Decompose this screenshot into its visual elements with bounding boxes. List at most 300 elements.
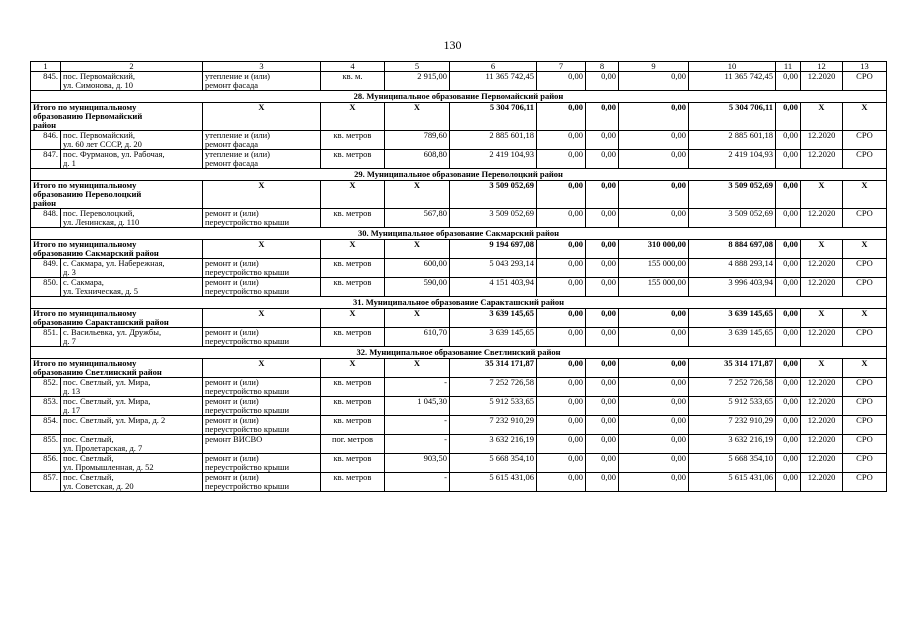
address-cell [61, 72, 203, 91]
work-type-cell-line: ремонт и (или) [205, 415, 259, 425]
deadline-cell: 12.2020 [801, 416, 843, 435]
unit-cell: кв. метров [321, 328, 385, 347]
address-cell-line: д. 3 [63, 267, 76, 277]
x-cell: X [801, 359, 843, 378]
value-cell: 5 615 431,06 [689, 473, 776, 492]
area-cell: 1 045,30 [385, 397, 450, 416]
work-type-cell-line: переустройство крыши [205, 336, 290, 346]
total-cost: 5 668 354,10 [450, 454, 537, 473]
value-cell: 0,00 [537, 259, 586, 278]
work-type-cell [203, 397, 321, 416]
total-cost: 3 509 052,69 [450, 181, 537, 209]
address-cell-line: пос. Светлый, [63, 434, 114, 444]
total-label-line: образованию Первомайский [33, 111, 143, 121]
value-cell: 155 000,00 [619, 278, 689, 297]
address-cell-line: пос. Фурманов, ул. Рабочая, [63, 149, 165, 159]
area-cell: 608,80 [385, 150, 450, 169]
x-cell: X [843, 309, 887, 328]
total-cost: 4 151 403,94 [450, 278, 537, 297]
value-cell: 0,00 [586, 309, 619, 328]
unit-cell: кв. м. [321, 72, 385, 91]
deadline-cell: 12.2020 [801, 278, 843, 297]
method-cell: СРО [843, 454, 887, 473]
address-cell-line: ул. Ленинская, д. 110 [63, 217, 140, 227]
method-cell: СРО [843, 378, 887, 397]
total-cost: 2 419 104,93 [450, 150, 537, 169]
address-cell-line: ул. Техническая, д. 5 [63, 286, 139, 296]
value-cell: 5 304 706,11 [689, 103, 776, 131]
deadline-cell: 12.2020 [801, 328, 843, 347]
value-cell: 0,00 [619, 416, 689, 435]
work-type-cell-line: переустройство крыши [205, 286, 290, 296]
value-cell: 0,00 [537, 72, 586, 91]
area-cell: 600,00 [385, 259, 450, 278]
value-cell: 0,00 [776, 181, 801, 209]
total-label [31, 309, 203, 328]
address-cell-line: пос. Светлый, [63, 472, 114, 482]
column-header: 3 [203, 62, 321, 72]
value-cell: 0,00 [619, 131, 689, 150]
section-title-row [31, 347, 887, 359]
table-row [31, 328, 887, 347]
work-type-cell-line: ремонт и (или) [205, 277, 259, 287]
value-cell: 0,00 [586, 378, 619, 397]
address-cell [61, 278, 203, 297]
value-cell: 2 419 104,93 [689, 150, 776, 169]
method-cell: СРО [843, 397, 887, 416]
column-header: 10 [689, 62, 776, 72]
value-cell: 0,00 [586, 103, 619, 131]
work-type-cell-line: ремонт ВИСВО [205, 434, 263, 444]
area-cell: 789,60 [385, 131, 450, 150]
address-cell-line: ул. Советская, д. 20 [63, 481, 134, 491]
x-cell: X [321, 240, 385, 259]
address-cell [61, 397, 203, 416]
x-cell: X [385, 240, 450, 259]
address-cell-line: д. 13 [63, 386, 81, 396]
x-cell: X [843, 240, 887, 259]
address-cell-line: ул. Промышленная, д. 52 [63, 462, 154, 472]
total-label [31, 240, 203, 259]
table-row [31, 278, 887, 297]
value-cell: 3 639 145,65 [689, 309, 776, 328]
value-cell: 0,00 [586, 181, 619, 209]
total-label-line: Итого по муниципальному [33, 102, 137, 112]
total-label-line: Итого по муниципальному [33, 308, 137, 318]
total-label-line: образованию Светлинский район [33, 367, 162, 377]
unit-cell: кв. метров [321, 131, 385, 150]
total-cost: 7 252 726,58 [450, 378, 537, 397]
unit-cell: кв. метров [321, 397, 385, 416]
deadline-cell: 12.2020 [801, 72, 843, 91]
row-number: 856. [31, 454, 61, 473]
address-cell [61, 209, 203, 228]
address-cell [61, 328, 203, 347]
unit-cell: кв. метров [321, 278, 385, 297]
value-cell: 0,00 [776, 131, 801, 150]
value-cell: 0,00 [776, 278, 801, 297]
unit-cell: пог. метров [321, 435, 385, 454]
deadline-cell: 12.2020 [801, 131, 843, 150]
deadline-cell: 12.2020 [801, 150, 843, 169]
value-cell: 0,00 [537, 359, 586, 378]
work-type-cell-line: ремонт и (или) [205, 327, 259, 337]
address-cell-line: пос. Первомайский, [63, 130, 136, 140]
value-cell: 0,00 [619, 378, 689, 397]
total-row [31, 309, 887, 328]
value-cell: 0,00 [776, 397, 801, 416]
value-cell: 8 884 697,08 [689, 240, 776, 259]
x-cell: X [203, 309, 321, 328]
value-cell: 0,00 [586, 397, 619, 416]
row-number: 855. [31, 435, 61, 454]
address-cell [61, 416, 203, 435]
x-cell: X [203, 240, 321, 259]
address-cell-line: д. 1 [63, 158, 76, 168]
table-row [31, 150, 887, 169]
area-cell: 2 915,00 [385, 72, 450, 91]
method-cell: СРО [843, 259, 887, 278]
total-label [31, 181, 203, 209]
table-row [31, 473, 887, 492]
total-cost: 3 509 052,69 [450, 209, 537, 228]
method-cell: СРО [843, 416, 887, 435]
row-number: 857. [31, 473, 61, 492]
value-cell: 0,00 [586, 473, 619, 492]
deadline-cell: 12.2020 [801, 397, 843, 416]
work-type-cell [203, 150, 321, 169]
total-label-line: образованию Переволоцкий [33, 189, 142, 199]
address-cell [61, 435, 203, 454]
value-cell: 155 000,00 [619, 259, 689, 278]
total-cost: 9 194 697,08 [450, 240, 537, 259]
method-cell: СРО [843, 435, 887, 454]
x-cell: X [385, 103, 450, 131]
column-header: 12 [801, 62, 843, 72]
unit-cell: кв. метров [321, 473, 385, 492]
total-cost: 5 304 706,11 [450, 103, 537, 131]
work-type-cell-line: ремонт фасада [205, 80, 259, 90]
table-row [31, 416, 887, 435]
column-header: 1 [31, 62, 61, 72]
work-type-cell-line: переустройство крыши [205, 217, 290, 227]
x-cell: X [843, 359, 887, 378]
address-cell-line: д. 17 [63, 405, 81, 415]
value-cell: 0,00 [776, 454, 801, 473]
address-cell-line: пос. Первомайский, [63, 71, 136, 81]
value-cell: 0,00 [586, 240, 619, 259]
section-title: 30. Муниципальное образование Сакмарский район [31, 228, 887, 240]
value-cell: 0,00 [776, 309, 801, 328]
method-cell: СРО [843, 209, 887, 228]
unit-cell: кв. метров [321, 209, 385, 228]
total-cost: 11 365 742,45 [450, 72, 537, 91]
value-cell: 0,00 [537, 150, 586, 169]
total-cost: 5 615 431,06 [450, 473, 537, 492]
work-type-cell [203, 259, 321, 278]
work-type-cell-line: переустройство крыши [205, 386, 290, 396]
x-cell: X [801, 103, 843, 131]
value-cell: 0,00 [586, 435, 619, 454]
address-cell-line: ул. Пролетарская, д. 7 [63, 443, 143, 453]
area-cell: - [385, 435, 450, 454]
total-cost: 5 912 533,65 [450, 397, 537, 416]
value-cell: 2 885 601,18 [689, 131, 776, 150]
value-cell: 35 314 171,87 [689, 359, 776, 378]
value-cell: 0,00 [619, 72, 689, 91]
value-cell: 0,00 [619, 150, 689, 169]
work-type-cell [203, 473, 321, 492]
value-cell: 5 912 533,65 [689, 397, 776, 416]
value-cell: 7 232 910,29 [689, 416, 776, 435]
value-cell: 0,00 [619, 309, 689, 328]
address-cell [61, 378, 203, 397]
table-row [31, 435, 887, 454]
value-cell: 0,00 [586, 72, 619, 91]
work-type-cell-line: переустройство крыши [205, 424, 290, 434]
total-row [31, 181, 887, 209]
unit-cell: кв. метров [321, 416, 385, 435]
value-cell: 0,00 [586, 259, 619, 278]
row-number: 849. [31, 259, 61, 278]
work-type-cell [203, 72, 321, 91]
work-type-cell [203, 416, 321, 435]
page-number: 130 [443, 38, 462, 52]
row-number: 847. [31, 150, 61, 169]
table-row [31, 378, 887, 397]
x-cell: X [385, 181, 450, 209]
deadline-cell: 12.2020 [801, 209, 843, 228]
value-cell: 0,00 [619, 435, 689, 454]
address-cell-line: пос. Светлый, ул. Мира, [63, 396, 151, 406]
total-cost: 35 314 171,87 [450, 359, 537, 378]
value-cell: 7 252 726,58 [689, 378, 776, 397]
row-number: 850. [31, 278, 61, 297]
section-title: 29. Муниципальное образование Переволоцкий район [31, 169, 887, 181]
area-cell: 590,00 [385, 278, 450, 297]
value-cell: 0,00 [537, 103, 586, 131]
deadline-cell: 12.2020 [801, 454, 843, 473]
work-type-cell [203, 278, 321, 297]
row-number: 846. [31, 131, 61, 150]
total-cost: 5 043 293,14 [450, 259, 537, 278]
value-cell: 0,00 [537, 397, 586, 416]
value-cell: 0,00 [619, 359, 689, 378]
x-cell: X [321, 103, 385, 131]
value-cell: 0,00 [776, 435, 801, 454]
deadline-cell: 12.2020 [801, 473, 843, 492]
value-cell: 0,00 [776, 473, 801, 492]
value-cell: 0,00 [586, 416, 619, 435]
column-header: 5 [385, 62, 450, 72]
total-label-line: образованию Саракташский район [33, 317, 169, 327]
address-cell [61, 131, 203, 150]
value-cell: 0,00 [776, 416, 801, 435]
value-cell: 0,00 [586, 150, 619, 169]
value-cell: 0,00 [619, 103, 689, 131]
row-number: 848. [31, 209, 61, 228]
work-type-cell-line: переустройство крыши [205, 405, 290, 415]
value-cell: 0,00 [619, 181, 689, 209]
value-cell: 3 632 216,19 [689, 435, 776, 454]
value-cell: 11 365 742,45 [689, 72, 776, 91]
table-row [31, 397, 887, 416]
deadline-cell: 12.2020 [801, 378, 843, 397]
x-cell: X [203, 181, 321, 209]
table-row [31, 454, 887, 473]
address-cell-line: пос. Светлый, ул. Мира, [63, 377, 151, 387]
total-cost: 3 639 145,65 [450, 309, 537, 328]
work-type-cell-line: ремонт и (или) [205, 396, 259, 406]
total-row [31, 103, 887, 131]
value-cell: 0,00 [776, 259, 801, 278]
section-title-row [31, 169, 887, 181]
value-cell: 0,00 [776, 359, 801, 378]
method-cell: СРО [843, 72, 887, 91]
work-type-cell-line: ремонт и (или) [205, 453, 259, 463]
work-type-cell-line: утепление и (или) [205, 71, 270, 81]
total-cost: 3 632 216,19 [450, 435, 537, 454]
x-cell: X [801, 309, 843, 328]
value-cell: 0,00 [537, 181, 586, 209]
work-type-cell-line: ремонт фасада [205, 139, 259, 149]
x-cell: X [321, 181, 385, 209]
method-cell: СРО [843, 150, 887, 169]
x-cell: X [321, 309, 385, 328]
value-cell: 0,00 [776, 378, 801, 397]
value-cell: 0,00 [776, 150, 801, 169]
table-row [31, 72, 887, 91]
table-body [31, 62, 887, 492]
value-cell: 0,00 [619, 473, 689, 492]
value-cell: 4 888 293,14 [689, 259, 776, 278]
deadline-cell: 12.2020 [801, 435, 843, 454]
method-cell: СРО [843, 131, 887, 150]
table-row [31, 209, 887, 228]
x-cell: X [801, 240, 843, 259]
total-label-line: район [33, 120, 57, 130]
address-cell-line: пос. Светлый, [63, 453, 114, 463]
row-number: 852. [31, 378, 61, 397]
total-cost: 7 232 910,29 [450, 416, 537, 435]
table-row [31, 259, 887, 278]
value-cell: 0,00 [537, 131, 586, 150]
value-cell: 3 996 403,94 [689, 278, 776, 297]
work-type-cell-line: ремонт фасада [205, 158, 259, 168]
work-type-cell [203, 209, 321, 228]
value-cell: 0,00 [537, 328, 586, 347]
address-cell [61, 150, 203, 169]
deadline-cell: 12.2020 [801, 259, 843, 278]
area-cell: - [385, 416, 450, 435]
x-cell: X [203, 103, 321, 131]
method-cell: СРО [843, 278, 887, 297]
x-cell: X [385, 359, 450, 378]
work-type-cell-line: утепление и (или) [205, 149, 270, 159]
total-label-line: Итого по муниципальному [33, 180, 137, 190]
column-header: 6 [450, 62, 537, 72]
work-type-cell-line: утепление и (или) [205, 130, 270, 140]
column-header: 2 [61, 62, 203, 72]
work-type-cell [203, 435, 321, 454]
total-label-line: Итого по муниципальному [33, 239, 137, 249]
section-title-row [31, 297, 887, 309]
unit-cell: кв. метров [321, 150, 385, 169]
value-cell: 3 509 052,69 [689, 181, 776, 209]
value-cell: 0,00 [537, 454, 586, 473]
work-type-cell-line: ремонт и (или) [205, 377, 259, 387]
column-header: 7 [537, 62, 586, 72]
column-header: 8 [586, 62, 619, 72]
section-title: 31. Муниципальное образование Саракташский район [31, 297, 887, 309]
total-label [31, 359, 203, 378]
capital-repair-table [30, 61, 887, 492]
total-label-line: Итого по муниципальному [33, 358, 137, 368]
value-cell: 0,00 [537, 209, 586, 228]
x-cell: X [843, 103, 887, 131]
address-cell [61, 259, 203, 278]
header-row [31, 62, 887, 72]
section-title-row [31, 228, 887, 240]
work-type-cell-line: переустройство крыши [205, 462, 290, 472]
value-cell: 0,00 [776, 328, 801, 347]
value-cell: 0,00 [619, 328, 689, 347]
x-cell: X [843, 181, 887, 209]
value-cell: 0,00 [537, 416, 586, 435]
address-cell-line: с. Сакмара, ул. Набережная, [63, 258, 165, 268]
total-label [31, 103, 203, 131]
section-title: 28. Муниципальное образование Первомайский район [31, 91, 887, 103]
work-type-cell [203, 328, 321, 347]
work-type-cell [203, 131, 321, 150]
unit-cell: кв. метров [321, 378, 385, 397]
value-cell: 0,00 [586, 209, 619, 228]
value-cell: 0,00 [586, 131, 619, 150]
total-cost: 2 885 601,18 [450, 131, 537, 150]
area-cell: - [385, 473, 450, 492]
address-cell-line: д. 7 [63, 336, 76, 346]
row-number: 851. [31, 328, 61, 347]
address-cell-line: ул. 60 лет СССР, д. 20 [63, 139, 142, 149]
area-cell: 567,80 [385, 209, 450, 228]
column-header: 11 [776, 62, 801, 72]
value-cell: 0,00 [776, 209, 801, 228]
work-type-cell-line: ремонт и (или) [205, 258, 259, 268]
value-cell: 0,00 [586, 454, 619, 473]
address-cell [61, 454, 203, 473]
work-type-cell [203, 378, 321, 397]
area-cell: 610,70 [385, 328, 450, 347]
value-cell: 0,00 [586, 328, 619, 347]
address-cell-line: с. Сакмара, [63, 277, 104, 287]
row-number: 854. [31, 416, 61, 435]
unit-cell: кв. метров [321, 454, 385, 473]
value-cell: 0,00 [537, 435, 586, 454]
value-cell: 3 639 145,65 [689, 328, 776, 347]
method-cell: СРО [843, 328, 887, 347]
value-cell: 0,00 [537, 309, 586, 328]
area-cell: 903,50 [385, 454, 450, 473]
work-type-cell-line: переустройство крыши [205, 481, 290, 491]
section-title-row [31, 91, 887, 103]
work-type-cell-line: ремонт и (или) [205, 208, 259, 218]
value-cell: 0,00 [537, 240, 586, 259]
value-cell: 0,00 [586, 359, 619, 378]
address-cell-line: ул. Симонова, д. 10 [63, 80, 134, 90]
work-type-cell-line: ремонт и (или) [205, 472, 259, 482]
table-row [31, 131, 887, 150]
address-cell-line: пос. Светлый, ул. Мира, д. 2 [63, 415, 166, 425]
